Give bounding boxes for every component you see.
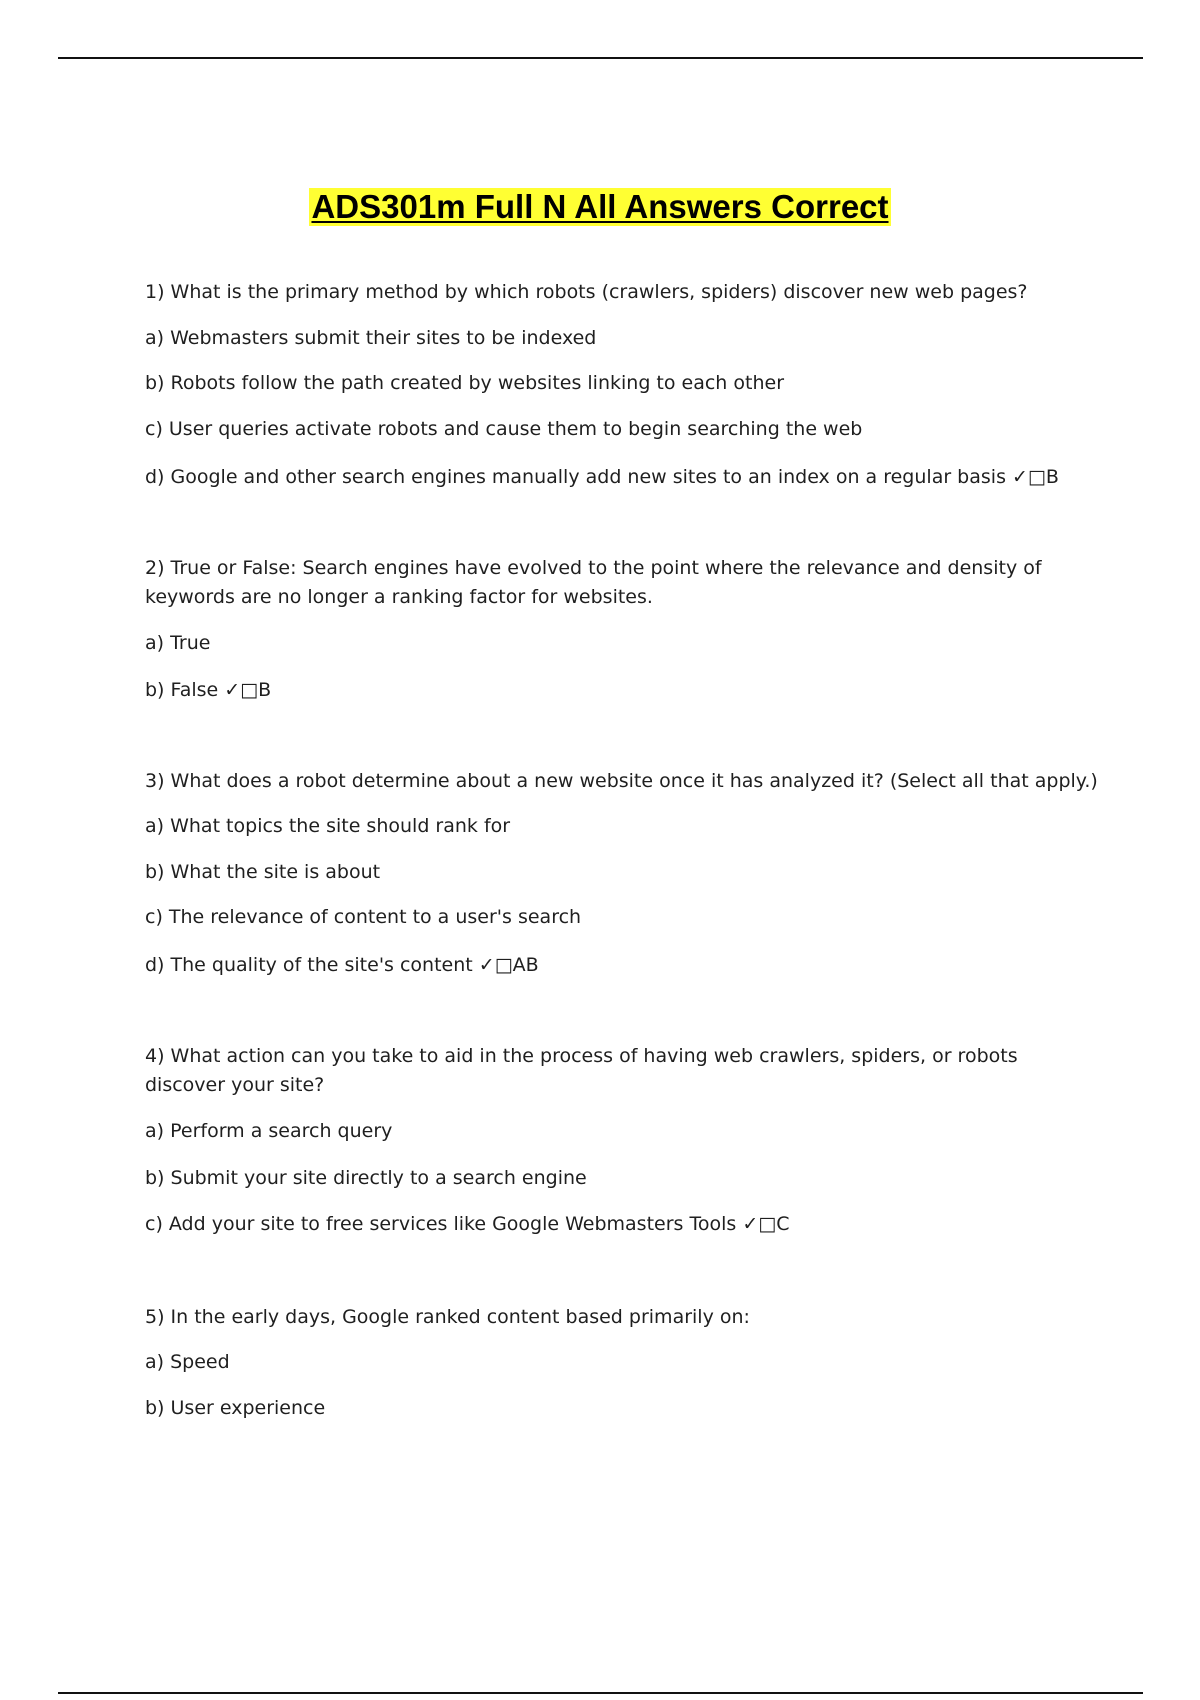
question-1-text: 1) What is the primary method by which robots (crawlers, spiders) discover new web pages? (145, 281, 1028, 303)
document-title: ADS301m Full N All Answers Correct (311, 188, 889, 225)
question-3-option-d (145, 951, 1105, 980)
question-5-option-a: a) Speed (145, 1351, 230, 1373)
question-3-text: 3) What does a robot determine about a new website once it has analyzed it? (Select all that apply.) (145, 770, 1098, 792)
question-1-answer-mark: ✓□B (1012, 466, 1059, 488)
question-2-option-b (145, 676, 1105, 705)
title-container (0, 188, 1200, 226)
question-1-option-c: c) User queries activate robots and cause them to begin searching the web (145, 418, 863, 440)
question-4-option-c (145, 1210, 1105, 1239)
question-4-option-b: b) Submit your site directly to a search engine (145, 1167, 587, 1189)
question-3-option-a: a) What topics the site should rank for (145, 815, 511, 837)
question-2-text: 2) True or False: Search engines have evolved to the point where the relevance and density of keywords are no longer a ranking factor for websites. (145, 557, 1042, 608)
question-3-answer-mark: ✓□AB (478, 954, 539, 976)
question-4-option-c-text: c) Add your site to free services like Google Webmasters Tools (145, 1213, 737, 1235)
question-1-option-d-text: d) Google and other search engines manually add new sites to an index on a regular basis (145, 466, 1006, 488)
question-3-option-d-text: d) The quality of the site's content (145, 954, 473, 976)
bottom-rule (58, 1692, 1143, 1694)
question-1-option-b: b) Robots follow the path created by websites linking to each other (145, 372, 785, 394)
question-2-option-b-text: b) False (145, 679, 219, 701)
question-1-option-d (145, 463, 1105, 492)
question-2-option-a: a) True (145, 632, 211, 654)
question-5-option-b: b) User experience (145, 1397, 326, 1419)
question-3-option-c: c) The relevance of content to a user's search (145, 906, 582, 928)
question-5-text: 5) In the early days, Google ranked content based primarily on: (145, 1306, 750, 1328)
question-4-text: 4) What action can you take to aid in the process of having web crawlers, spiders, or robots discover your site? (145, 1045, 1018, 1096)
question-2-answer-mark: ✓□B (224, 679, 272, 701)
question-4-option-a: a) Perform a search query (145, 1120, 393, 1142)
question-3-option-b: b) What the site is about (145, 861, 381, 883)
question-1-option-a: a) Webmasters submit their sites to be indexed (145, 327, 597, 349)
top-rule (58, 57, 1143, 59)
question-4-answer-mark: ✓□C (742, 1213, 790, 1235)
